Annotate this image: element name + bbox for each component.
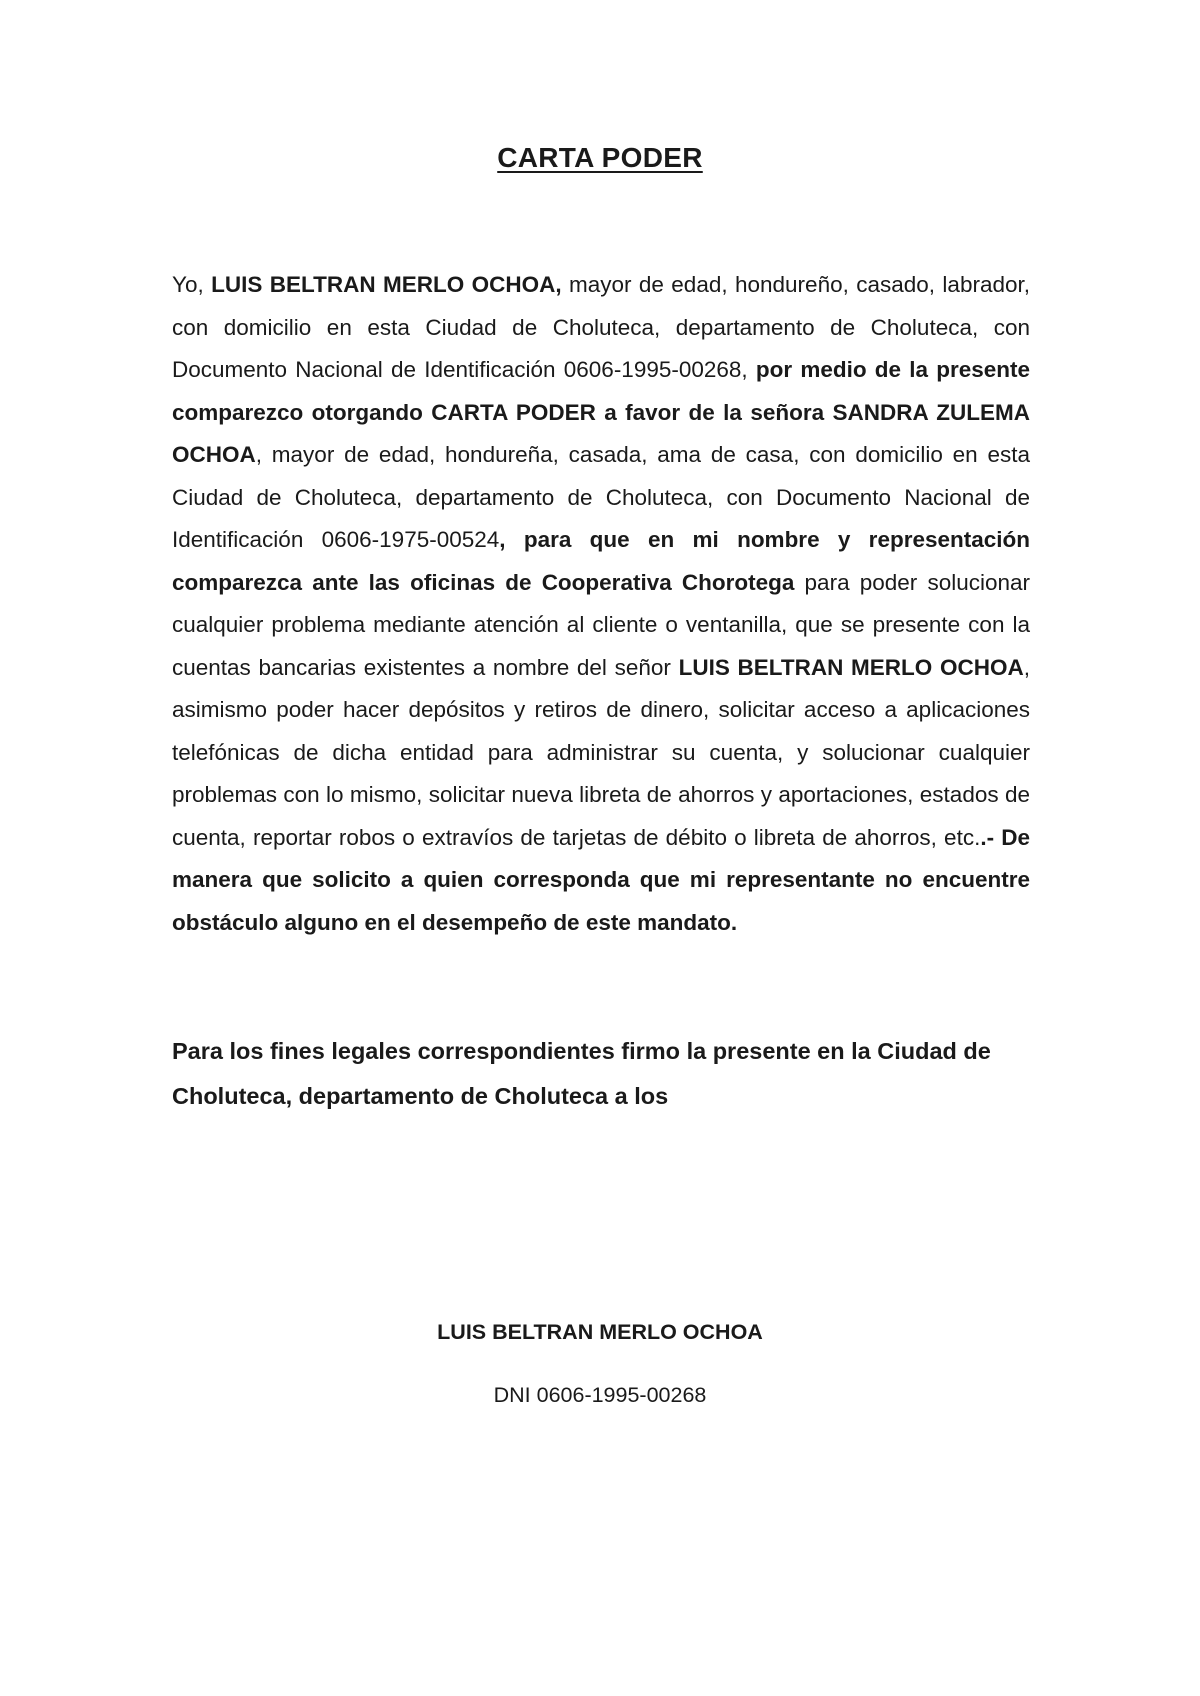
document-title: CARTA PODER xyxy=(497,142,703,173)
grantee-name: SANDRA ZULEMA OCHOA xyxy=(172,399,1031,467)
text-segment: Yo, xyxy=(172,272,212,297)
text-segment-bold: a favor de la señora xyxy=(595,399,833,425)
text-segment: , mayor de edad, hondureña, casada, ama de casa, con domicilio en esta Ciudad de Choluteca, departamento de Choluteca, con Documento Nacional de Identificación 0606-1975-00524 xyxy=(172,442,1030,552)
text-segment: para poder solucionar cualquier problema mediante atención al cliente o ventanilla, que se presente con la cuentas bancarias existentes a nombre del señor xyxy=(172,569,1030,680)
text-segment-bold: , para que en mi nombre y representación comparezca ante las oficinas de xyxy=(172,527,1030,595)
text-segment-bold: por medio de la presente comparezco otorgando xyxy=(172,357,1030,425)
signature-name: LUIS BELTRAN MERLO OCHOA xyxy=(437,1320,763,1344)
closing-paragraph: Para los fines legales correspondientes firmo la presente en la Ciudad de Choluteca, departamento de Choluteca a los xyxy=(172,1038,991,1109)
text-segment: , asimismo poder hacer depósitos y retiros de dinero, solicitar acceso a aplicaciones telefónicas de dicha entidad para administrar su cuenta, y solucionar cualquier problemas con lo mismo, solicitar nueva libreta de ahorros y aportaciones, estados de cuenta, reportar robos o extravíos de tarjetas de débito o libreta de ahorros, etc. xyxy=(172,654,1030,850)
institution-name: Cooperativa Chorotega xyxy=(541,569,795,595)
text-segment-bold: .- De manera que solicito a quien corresponda que mi representante no encuentre obstáculo alguno en el desempeño de este mandato. xyxy=(172,824,1030,935)
document-type-inline: CARTA PODER xyxy=(431,399,596,425)
account-holder-name: LUIS BELTRAN MERLO OCHOA xyxy=(678,654,1024,680)
body-paragraph xyxy=(172,264,1030,944)
text-segment: mayor de edad, hondureño, casado, labrador, con domicilio en esta Ciudad de Choluteca, departamento de Choluteca, con Documento Nacional de Identificación 0606-1995-00268, xyxy=(172,272,1030,382)
grantor-name: LUIS BELTRAN MERLO OCHOA, xyxy=(211,272,562,297)
signature-dni: DNI 0606-1995-00268 xyxy=(493,1383,707,1407)
